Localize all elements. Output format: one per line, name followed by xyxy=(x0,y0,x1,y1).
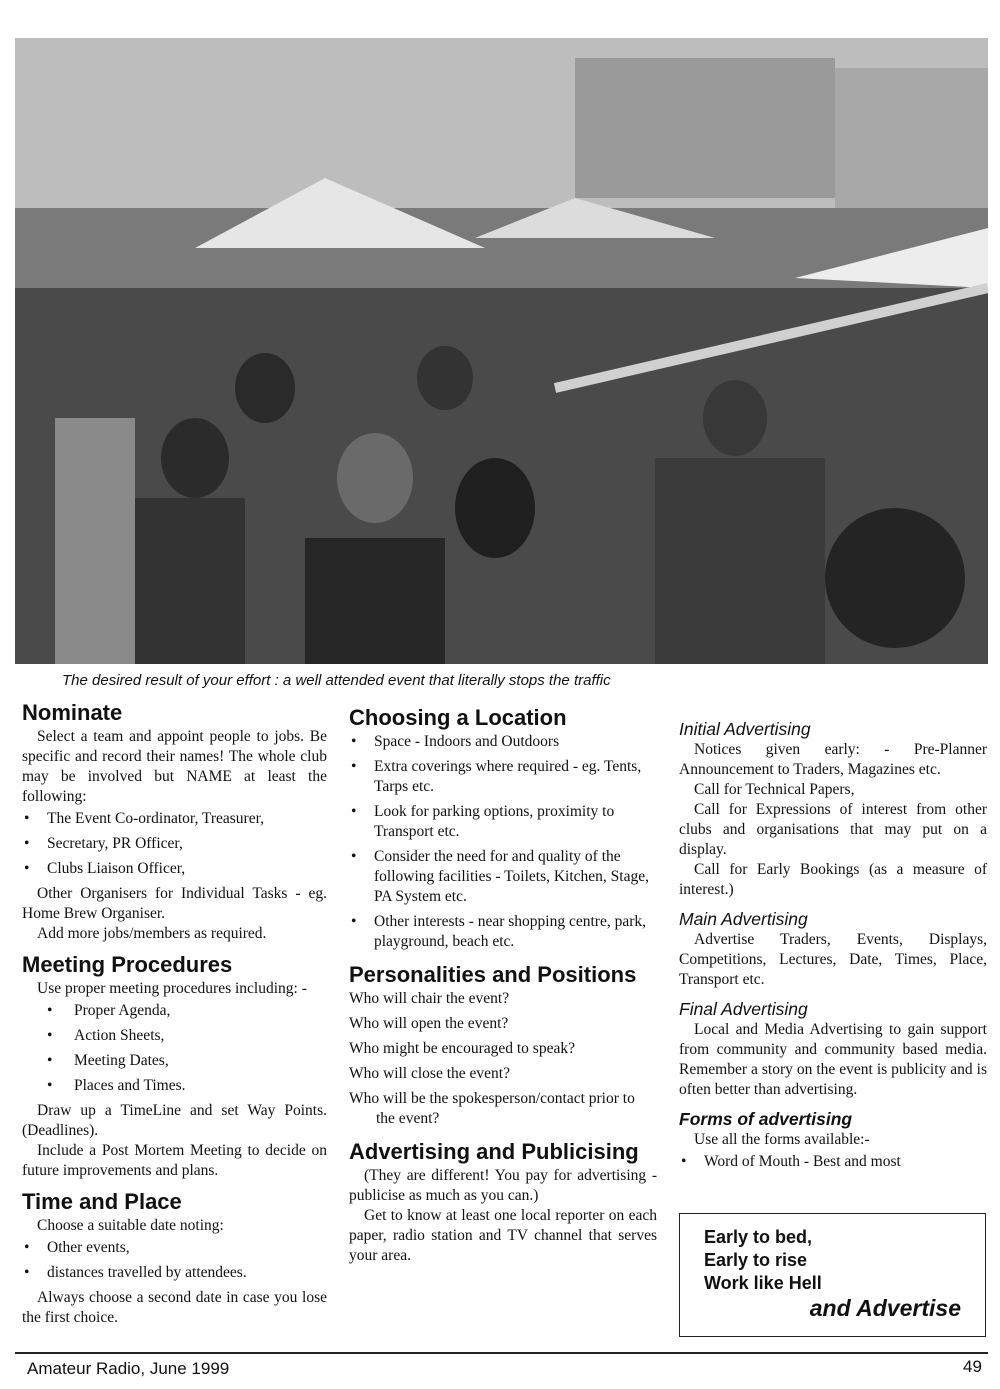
slogan-line: Early to bed, xyxy=(704,1227,813,1247)
list-item: • The Event Co-ordinator, Treasurer, xyxy=(22,809,327,829)
list-item: • Consider the need for and quality of the following facilities - Toilets, Kitchen, Stage, PA System etc. xyxy=(349,847,657,907)
initial-p3: Call for Expressions of interest from other clubs and organisations that may put on a display. xyxy=(679,801,987,858)
crowd-market-photo xyxy=(15,38,988,664)
final-heading: Final Advertising xyxy=(679,999,808,1019)
initial-heading: Initial Advertising xyxy=(679,719,811,739)
nominate-other: Other Organisers for Individual Tasks - eg. Home Brew Organiser. xyxy=(22,885,327,922)
list-item: • Meeting Dates, xyxy=(22,1051,327,1071)
photo-crowd-market-icon xyxy=(15,38,988,664)
list-item: • Other events, xyxy=(22,1238,327,1258)
final-p1: Local and Media Advertising to gain support from community and community based media. Remember a story on the event is publicity and is often better than advertising. xyxy=(679,1021,987,1098)
slogan-line: Early to rise xyxy=(704,1250,808,1270)
column-3 xyxy=(679,718,987,1177)
initial-p2: Call for Technical Papers, xyxy=(694,781,855,798)
nominate-add: Add more jobs/members as required. xyxy=(37,925,267,942)
main-heading: Main Advertising xyxy=(679,909,808,929)
meeting-timeline: Draw up a TimeLine and set Way Points. (Deadlines). xyxy=(22,1102,327,1139)
list-item: • Places and Times. xyxy=(22,1076,327,1096)
time-intro: Choose a suitable date noting: xyxy=(37,1217,224,1234)
initial-p4: Call for Early Bookings (as a measure of interest.) xyxy=(679,861,987,898)
meeting-heading: Meeting Procedures xyxy=(22,952,233,977)
photo-caption: The desired result of your effort : a well attended event that literally stops the traffic xyxy=(62,672,611,689)
location-list xyxy=(349,732,657,952)
advertising-heading: Advertising and Publicising xyxy=(349,1139,639,1164)
meeting-intro: Use proper meeting procedures including: - xyxy=(37,980,307,997)
column-1 xyxy=(22,700,327,1328)
list-item: • Space - Indoors and Outdoors xyxy=(349,732,657,752)
list-item: • Word of Mouth - Best and most xyxy=(679,1152,987,1172)
question: Who will be the spokesperson/contact prior to the event? xyxy=(349,1090,635,1127)
nominate-intro: Select a team and appoint people to jobs. Be specific and record their names! The whole club may be involved but NAME at least the following: xyxy=(22,728,327,805)
list-item: • Look for parking options, proximity to Transport etc. xyxy=(349,802,657,842)
meeting-postmortem: Include a Post Mortem Meeting to decide on future improvements and plans. xyxy=(22,1142,327,1179)
personalities-heading: Personalities and Positions xyxy=(349,962,637,987)
footer-publication: Amateur Radio, June 1999 xyxy=(27,1359,230,1378)
slogan-line: Work like Hell xyxy=(704,1273,822,1293)
list-item: • Extra coverings where required - eg. Tents, Tarps etc. xyxy=(349,757,657,797)
time-second: Always choose a second date in case you lose the first choice. xyxy=(22,1289,327,1326)
time-heading: Time and Place xyxy=(22,1189,182,1214)
nominate-list xyxy=(22,809,327,879)
list-item: • Action Sheets, xyxy=(22,1026,327,1046)
time-list xyxy=(22,1238,327,1283)
main-p1: Advertise Traders, Events, Displays, Competitions, Lectures, Date, Times, Place, Transport etc. xyxy=(679,931,987,988)
slogan-line: and Advertise xyxy=(809,1295,961,1321)
personalities-questions xyxy=(349,989,657,1129)
list-item: • Proper Agenda, xyxy=(22,1001,327,1021)
advertising-p1: (They are different! You pay for advertising - publicise as much as you can.) xyxy=(349,1167,657,1204)
question: Who will close the event? xyxy=(349,1065,510,1082)
forms-heading: Forms of advertising xyxy=(679,1109,853,1129)
forms-intro: Use all the forms available:- xyxy=(694,1131,870,1148)
meeting-list xyxy=(22,1001,327,1096)
slogan-box xyxy=(679,1213,986,1337)
question: Who will chair the event? xyxy=(349,990,510,1007)
forms-list xyxy=(679,1152,987,1172)
advertising-p2: Get to know at least one local reporter on each paper, radio station and TV channel that serves your area. xyxy=(349,1207,657,1264)
list-item: • Secretary, PR Officer, xyxy=(22,834,327,854)
page-number: 49 xyxy=(963,1357,982,1376)
footer-divider xyxy=(15,1352,988,1354)
location-heading: Choosing a Location xyxy=(349,705,567,730)
question: Who will open the event? xyxy=(349,1015,509,1032)
column-2 xyxy=(349,705,657,1266)
question: Who might be encouraged to speak? xyxy=(349,1040,575,1057)
list-item: • distances travelled by attendees. xyxy=(22,1263,327,1283)
nominate-heading: Nominate xyxy=(22,700,123,725)
list-item: • Clubs Liaison Officer, xyxy=(22,859,327,879)
initial-p1: Notices given early: - Pre-Planner Announcement to Traders, Magazines etc. xyxy=(679,741,987,778)
list-item: • Other interests - near shopping centre, park, playground, beach etc. xyxy=(349,912,657,952)
